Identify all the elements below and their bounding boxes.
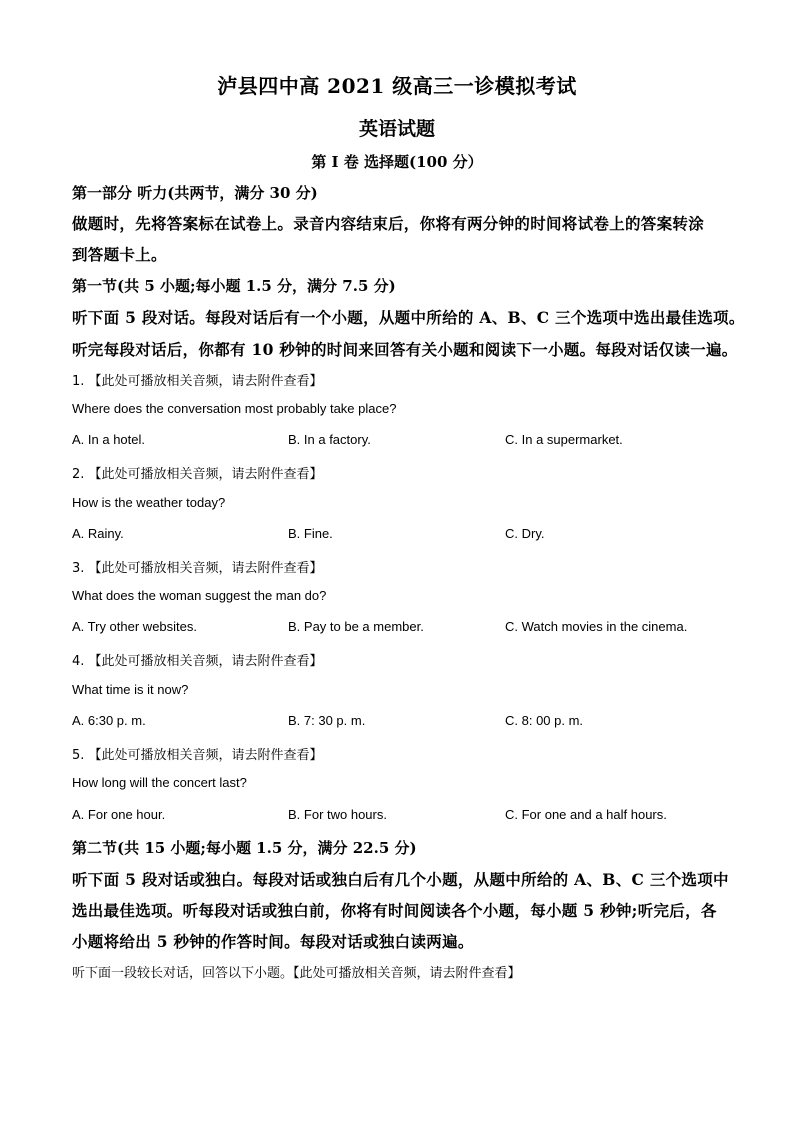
- question-1-option-c: C. In a supermarket.: [505, 432, 623, 447]
- question-5-audio-note: 5. 【此处可播放相关音频，请去附件查看】: [72, 748, 323, 763]
- section2-audio-note: 听下面一段较长对话，回答以下小题。【此处可播放相关音频，请去附件查看】: [72, 966, 521, 981]
- question-4-option-b: B. 7: 30 p. m.: [288, 713, 366, 728]
- section2-heading: 第二节(共 15 小题;每小题 1.5 分，满分 22.5 分): [72, 839, 417, 857]
- question-3-text: What does the woman suggest the man do?: [72, 588, 327, 603]
- question-2-option-a: A. Rainy.: [72, 526, 124, 541]
- question-4-option-c: C. 8: 00 p. m.: [505, 713, 584, 728]
- question-1-option-b: B. In a factory.: [288, 432, 371, 447]
- part1-heading: 第一部分 听力(共两节，满分 30 分): [72, 184, 318, 202]
- question-5-option-c: C. For one and a half hours.: [505, 807, 667, 822]
- section2-instruction-line3: 小题将给出 5 秒钟的作答时间。每段对话或独白读两遍。: [72, 932, 474, 951]
- exam-subtitle: 英语试题: [358, 118, 435, 140]
- question-5-text: How long will the concert last?: [72, 775, 247, 790]
- question-4-audio-note: 4. 【此处可播放相关音频，请去附件查看】: [72, 654, 323, 669]
- question-2-option-c: C. Dry.: [505, 526, 545, 541]
- question-2-text: How is the weather today?: [72, 495, 226, 510]
- section1-instruction-line2: 听完每段对话后，你都有 10 秒钟的时间来回答有关小题和阅读下一小题。每段对话仅读一遍。: [72, 340, 738, 359]
- question-3-option-b: B. Pay to be a member.: [288, 619, 424, 634]
- question-4-text: What time is it now?: [72, 682, 189, 697]
- question-3-option-c: C. Watch movies in the cinema.: [505, 619, 688, 634]
- section2-instruction-line2: 选出最佳选项。听每段对话或独白前，你将有时间阅读各个小题，每小题 5 秒钟;听完后，各: [72, 901, 717, 920]
- question-2-option-b: B. Fine.: [288, 526, 333, 541]
- question-1-audio-note: 1. 【此处可播放相关音频，请去附件查看】: [72, 374, 323, 389]
- volume-heading: 第 I 卷 选择题(100 分）: [311, 153, 483, 171]
- question-5-option-a: A. For one hour.: [72, 807, 166, 822]
- question-5-option-b: B. For two hours.: [288, 807, 387, 822]
- section1-instruction-line1: 听下面 5 段对话。每段对话后有一个小题，从题中所给的 A、B、C 三个选项中选出最佳选项。: [72, 308, 745, 327]
- question-3-option-a: A. Try other websites.: [72, 619, 197, 634]
- question-1-option-a: A. In a hotel.: [72, 432, 145, 447]
- section1-heading: 第一节(共 5 小题;每小题 1.5 分，满分 7.5 分): [72, 277, 396, 295]
- part1-instruction-line2: 到答题卡上。: [72, 245, 167, 264]
- question-3-audio-note: 3. 【此处可播放相关音频，请去附件查看】: [72, 561, 323, 576]
- section2-instruction-line1: 听下面 5 段对话或独白。每段对话或独白后有几个小题，从题中所给的 A、B、C 三个选项中: [72, 870, 729, 889]
- question-2-audio-note: 2. 【此处可播放相关音频，请去附件查看】: [72, 467, 323, 482]
- part1-instruction-line1: 做题时，先将答案标在试卷上。录音内容结束后，你将有两分钟的时间将试卷上的答案转涂: [72, 214, 705, 233]
- question-4-option-a: A. 6:30 p. m.: [72, 713, 146, 728]
- question-1-text: Where does the conversation most probably take place?: [72, 401, 397, 416]
- exam-title: 泸县四中高 2021 级高三一诊模拟考试: [217, 74, 577, 98]
